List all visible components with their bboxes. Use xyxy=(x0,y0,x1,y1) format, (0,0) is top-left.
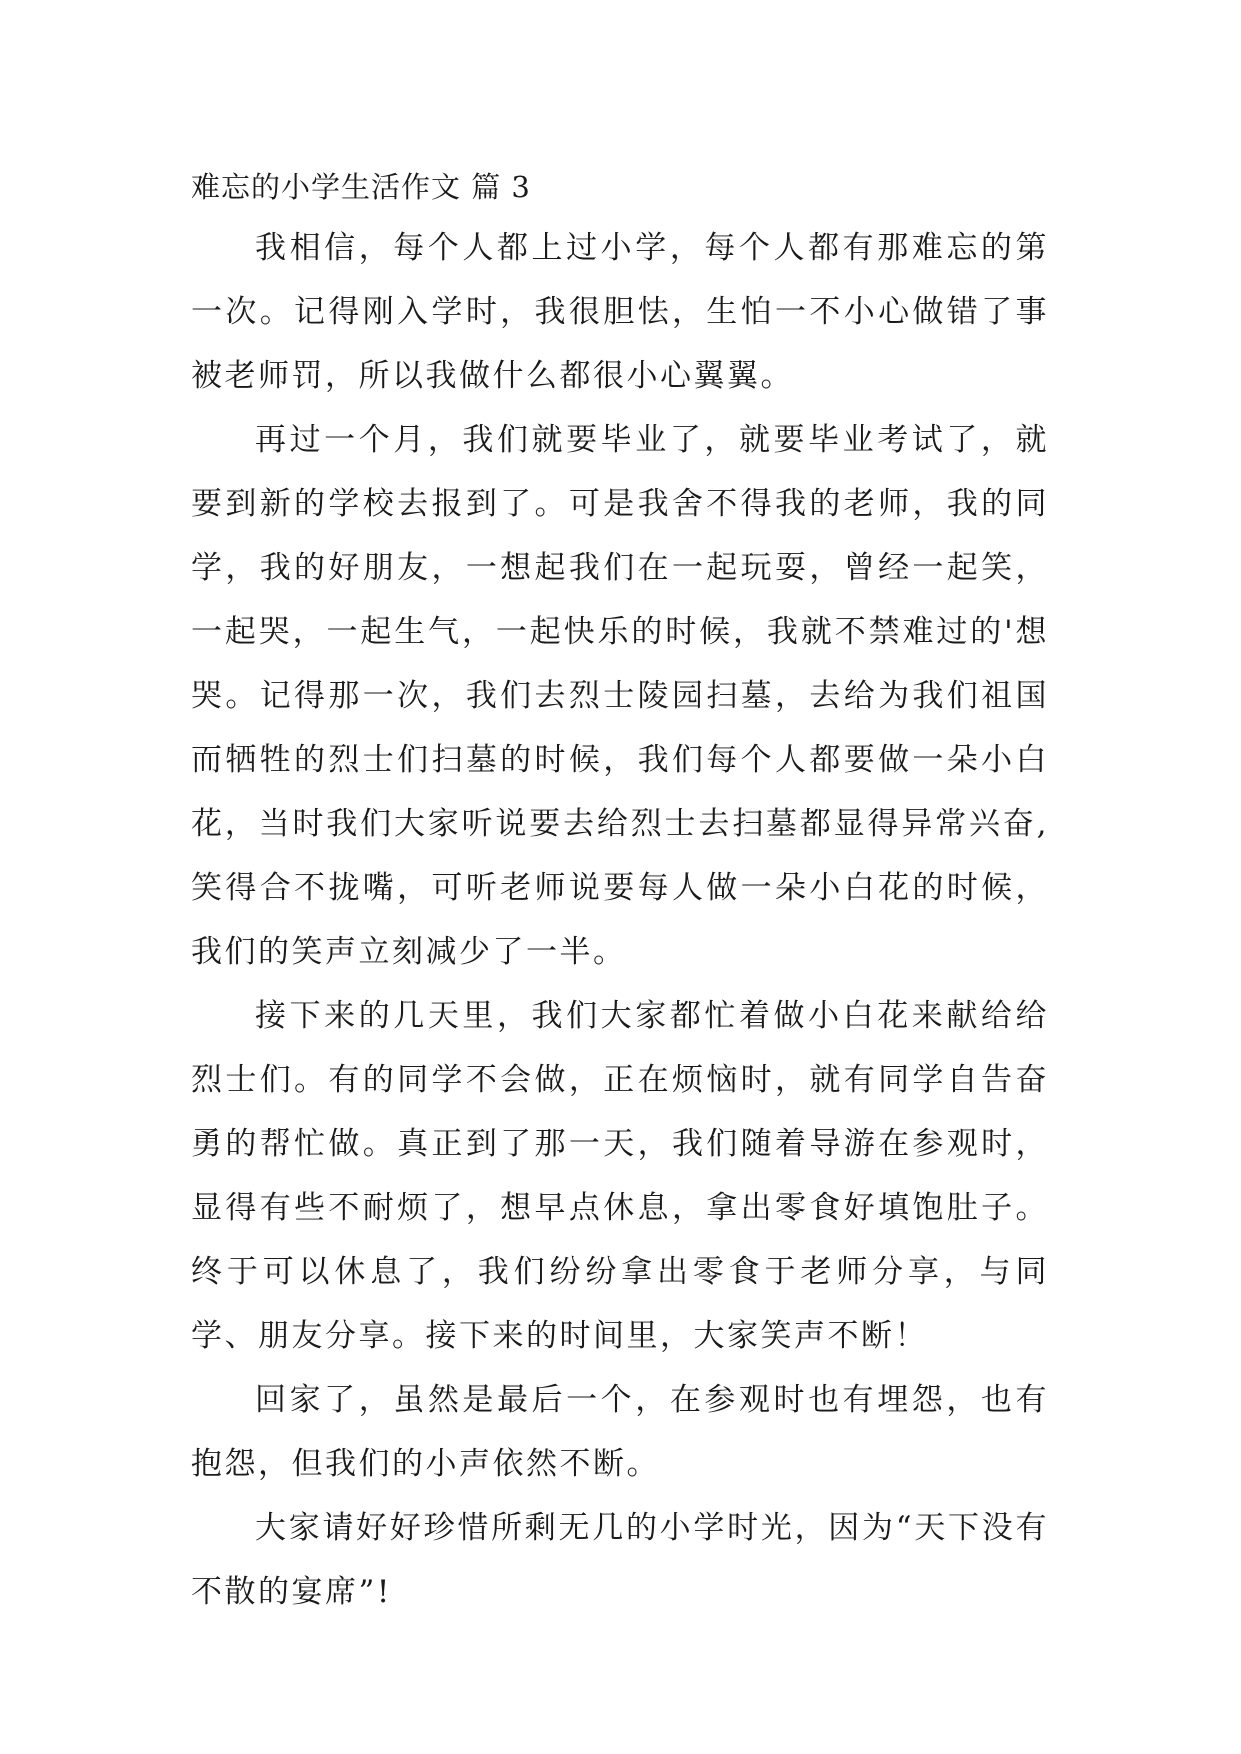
document-title: 难忘的小学生活作文 篇 3 xyxy=(191,170,531,204)
paragraph-4: 回家了，虽然是最后一个，在参观时也有埋怨，也有抱怨，但我们的小声依然不断。 xyxy=(191,1382,1049,1482)
paragraph-2: 再过一个月，我们就要毕业了，就要毕业考试了，就要到新的学校去报到了。可是我舍不得我的老师，我的同学，我的好朋友，一想起我们在一起玩耍，曾经一起笑，一起哭，一起生气，一起快乐的时候，我就不禁难过的'想哭。记得那一次，我们去烈士陵园扫墓，去给为我们祖国而牺牲的烈士们扫墓的时候，我们每个人都要做一朵小白花，当时我们大家听说要去给烈士去扫墓都显得异常兴奋,笑得合不拢嘴，可听老师说要每人做一朵小白花的时候，我们的笑声立刻减少了一半。 xyxy=(191,422,1049,970)
paragraph-3: 接下来的几天里，我们大家都忙着做小白花来献给给烈士们。有的同学不会做，正在烦恼时，就有同学自告奋勇的帮忙做。真正到了那一天，我们随着导游在参观时，显得有些不耐烦了，想早点休息，拿出零食好填饱肚子。终于可以休息了，我们纷纷拿出零食于老师分享，与同学、朋友分享。接下来的时间里，大家笑声不断！ xyxy=(191,998,1049,1354)
paragraph-5: 大家请好好珍惜所剩无几的小学时光，因为“天下没有不散的宴席”! xyxy=(191,1510,1049,1610)
paragraph-1: 我相信，每个人都上过小学，每个人都有那难忘的第一次。记得刚入学时，我很胆怯，生怕一不小心做错了事被老师罚，所以我做什么都很小心翼翼。 xyxy=(191,230,1049,394)
document-body xyxy=(191,216,1049,1624)
